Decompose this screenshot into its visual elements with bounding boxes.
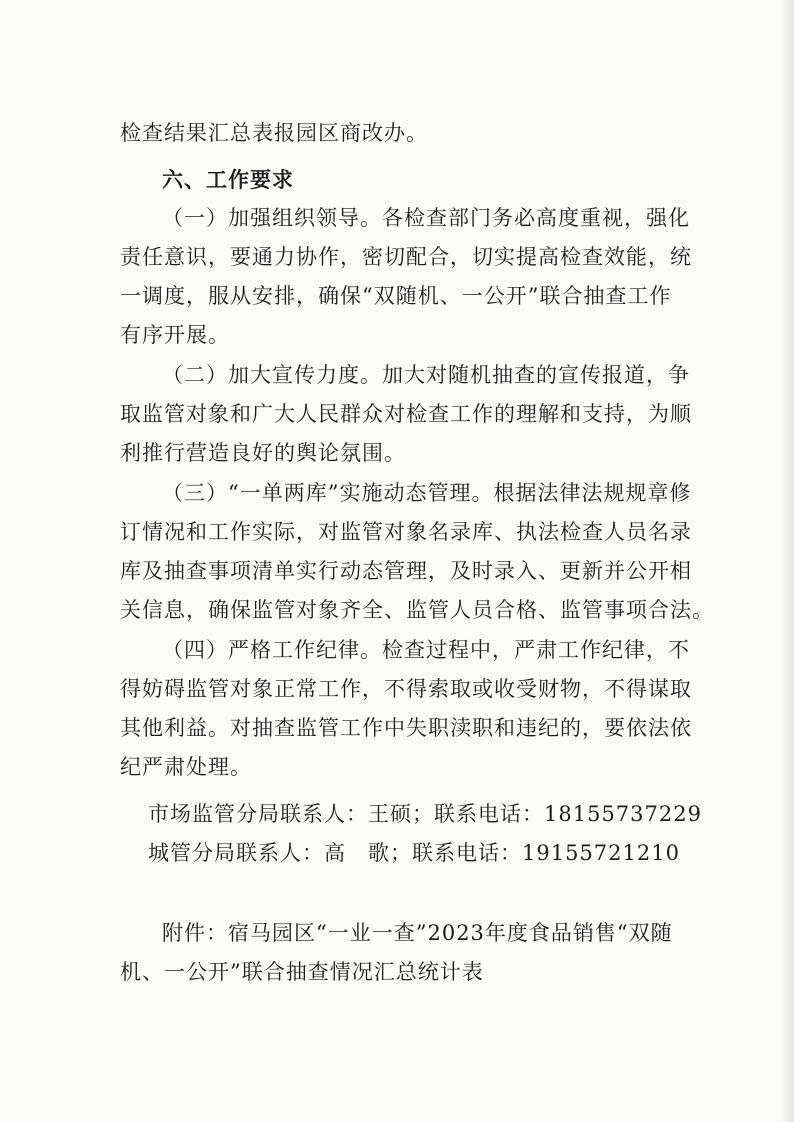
requirement-item-2 — [120, 356, 692, 473]
item-1-line-1: （一）加强组织领导。各检查部门务必高度重视，强化 — [162, 206, 690, 230]
item-4-line-1: （四）严格工作纪律。检查过程中，严肃工作纪律，不 — [162, 638, 690, 662]
item-3-line-2: 订情况和工作实际，对监管对象名录库、执法检查人员名录 — [120, 520, 692, 544]
requirement-item-3 — [120, 474, 714, 630]
item-3-line-4: 关信息，确保监管对象齐全、监管人员合格、监管事项合法。 — [120, 598, 714, 622]
contact-urban-management: 城管分局联系人：高 歌；联系电话：19155721210 — [148, 841, 680, 865]
item-1-line-4: 有序开展。 — [120, 323, 230, 347]
item-2-line-1: （二）加大宣传力度。加大对随机抽查的宣传报道，争 — [162, 363, 690, 387]
section-title: 六、工作要求 — [162, 167, 294, 192]
scan-edge-shadow — [780, 0, 794, 1122]
item-4-line-3: 其他利益。对抽查监管工作中失职渎职和违纪的，要依法依 — [120, 716, 692, 740]
item-4-line-4: 纪严肃处理。 — [120, 755, 252, 779]
attachment-line-2: 机、一公开”联合抽查情况汇总统计表 — [120, 960, 484, 984]
contact-market-supervision: 市场监管分局联系人：王硕；联系电话：18155737229 — [148, 802, 702, 826]
item-3-line-1: （三）“一单两库”实施动态管理。根据法律法规规章修 — [162, 481, 692, 505]
requirement-item-1 — [120, 199, 692, 355]
item-2-line-3: 利推行营造良好的舆论氛围。 — [120, 441, 406, 465]
intro-line: 检查结果汇总表报园区商改办。 — [120, 121, 428, 145]
attachment-note — [120, 914, 680, 992]
item-1-line-3: 一调度，服从安排，确保“双随机、一公开”联合抽查工作 — [120, 284, 672, 308]
requirement-item-4 — [120, 631, 692, 787]
item-2-line-2: 取监管对象和广大人民群众对检查工作的理解和支持，为顺 — [120, 402, 692, 426]
item-1-line-2: 责任意识，要通力协作，密切配合，切实提高检查效能，统 — [120, 245, 692, 269]
item-3-line-3: 库及抽查事项清单实行动态管理，及时录入、更新并公开相 — [120, 559, 692, 583]
item-4-line-2: 得妨碍监管对象正常工作，不得索取或收受财物，不得谋取 — [120, 677, 692, 701]
attachment-line-1: 附件：宿马园区“一业一查”2023年度食品销售“双随 — [162, 921, 673, 945]
